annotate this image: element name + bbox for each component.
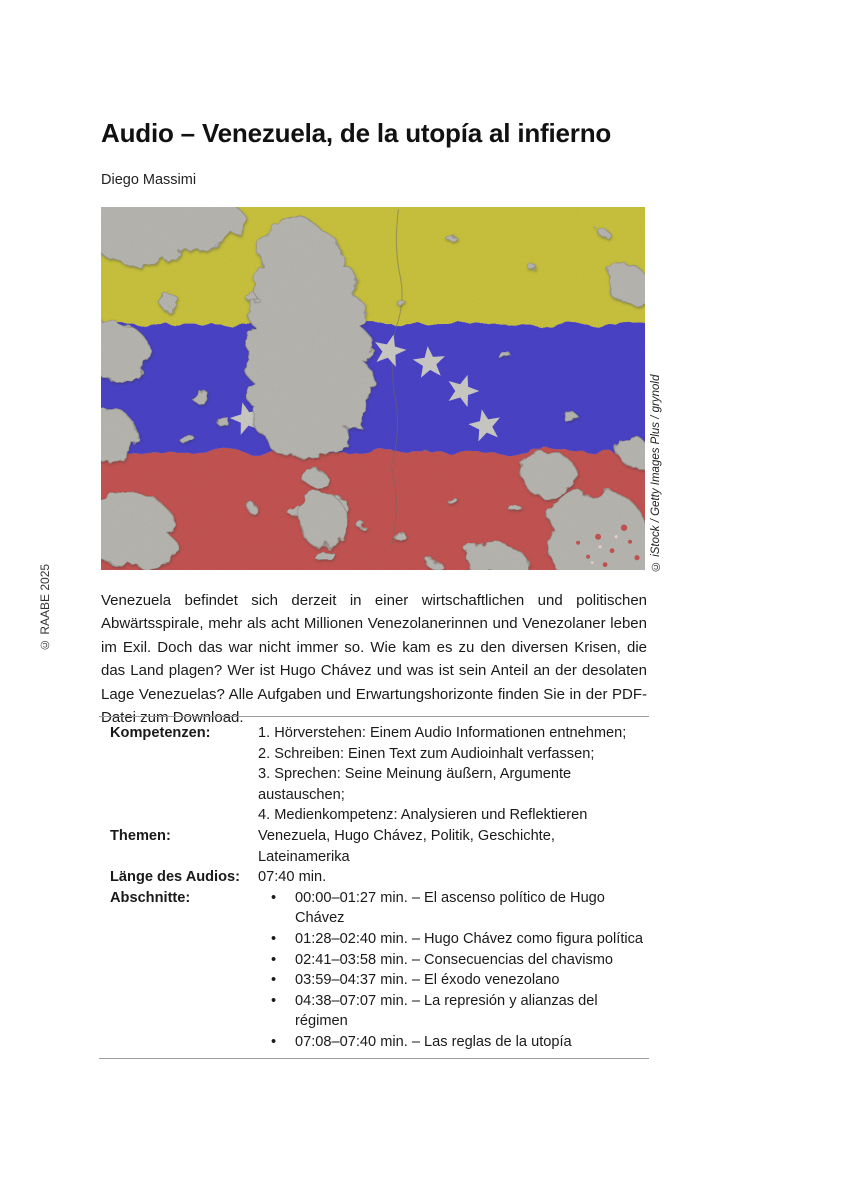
row-label: Themen: — [110, 827, 171, 844]
row-value: Venezuela, Hugo Chávez, Politik, Geschichte, Lateinamerika — [258, 827, 555, 865]
competency-item: 2. Schreiben: Einen Text zum Audioinhalt verfassen; — [258, 745, 595, 762]
author-name: Diego Massimi — [101, 172, 197, 188]
row-label: Länge des Audios: — [110, 869, 241, 886]
intro-paragraph: Venezuela befindet sich derzeit in einer wirtschaftlichen und politischen Abwärtsspirale, mehr als acht Millionen Venezolanerinnen und Venezolaner leben im Exil. Doch das war nicht immer so. Wie kam es zu den diversen Krisen, die das Land plagen? Wer ist Hugo Chávez und was ist sein Anteil an der desolaten Lage Venezuelas? Alle Aufgaben und Erwartungshorizonte finden Sie in der PDF-Datei zum Download. — [101, 592, 647, 727]
section-item: • 04:38–07:07 min. – La represión y alianzas del régimen — [258, 991, 649, 1032]
section-item: • 00:00–01:27 min. – El ascenso político de Hugo Chávez — [258, 888, 649, 929]
row-label: Abschnitte: — [110, 889, 191, 906]
venezuela-flag-image — [101, 207, 645, 570]
flag-photo — [101, 207, 645, 570]
table-row-length — [99, 867, 649, 888]
competency-item: 3. Sprechen: Seine Meinung äußern, Argumente austauschen; — [258, 766, 572, 803]
table-row-competencies — [99, 723, 649, 826]
row-label: Kompetenzen: — [110, 725, 211, 741]
section-item: • 03:59–04:37 min. – El éxodo venezolano — [258, 970, 649, 991]
section-item: • 07:08–07:40 min. – Las reglas de la utopía — [258, 1032, 649, 1053]
page-title: Audio – Venezuela, de la utopía al infierno — [101, 118, 612, 148]
table-row-sections — [99, 888, 649, 1053]
section-item: • 01:28–02:40 min. – Hugo Chávez como figura política — [258, 929, 649, 950]
sections-list — [258, 888, 649, 1053]
publisher-copyright: © RAABE 2025 — [38, 563, 52, 652]
image-credit: © iStock / Getty Images Plus / grynold — [650, 374, 662, 572]
competency-item: 1. Hörverstehen: Einem Audio Informationen entnehmen; — [258, 725, 627, 741]
row-value — [258, 888, 649, 1053]
table-row-themes — [99, 826, 649, 867]
info-table — [99, 716, 649, 1059]
section-item: • 02:41–03:58 min. – Consecuencias del chavismo — [258, 950, 649, 971]
row-value: 07:40 min. — [258, 869, 327, 886]
texture-overlay — [101, 207, 645, 569]
row-value — [258, 723, 649, 826]
competency-item: 4. Medienkompetenz: Analysieren und Reflektieren — [258, 807, 588, 824]
